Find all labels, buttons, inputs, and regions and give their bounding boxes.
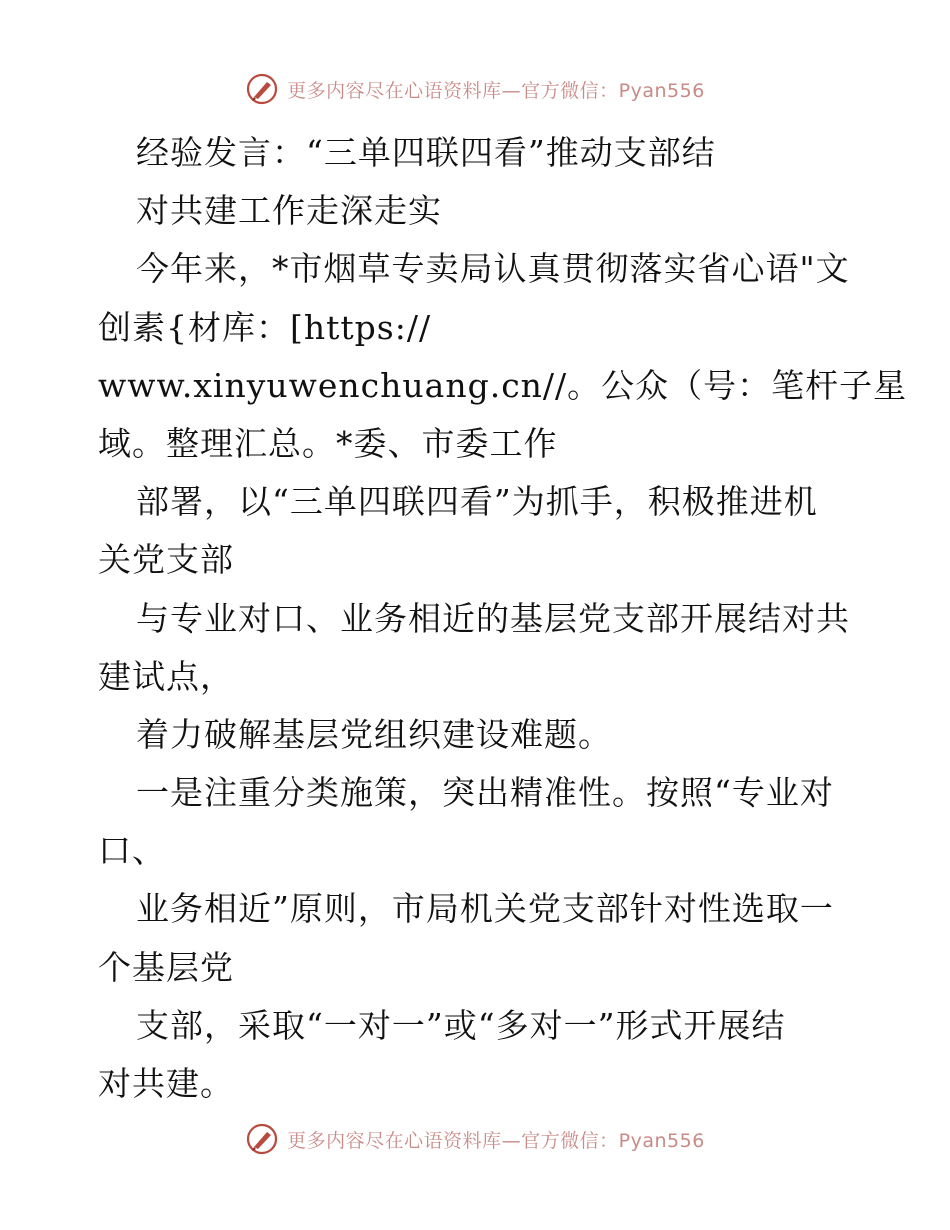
pen-logo-icon <box>245 1122 279 1156</box>
text-line: 对共建工作走深走实 <box>136 191 442 231</box>
text-line: 个基层党 <box>98 947 234 987</box>
text-line: 关党支部 <box>98 540 234 580</box>
text-line: 对共建。 <box>98 1064 234 1103</box>
text-line: 建试点， <box>98 656 234 696</box>
text-line: 支部，采取“一对一”或“多对一”形式开展结 <box>136 1005 786 1045</box>
text-line: 域。整理汇总。*委、市委工作 <box>98 423 558 463</box>
text-line: 一是注重分类施策，突出精准性。按照“专业对 <box>136 773 834 813</box>
text-line: 部署，以“三单四联四看”为抓手，积极推进机 <box>136 482 818 522</box>
header-watermark <box>0 72 950 106</box>
text-line: 口、 <box>98 831 166 871</box>
text-line: 经验发言：“三单四联四看”推动支部结 <box>136 133 716 172</box>
watermark-text: 更多内容尽在心语资料库—官方微信：Pyan556 <box>287 79 705 102</box>
text-line: 着力破解基层党组织建设难题。 <box>136 714 612 754</box>
footer-watermark <box>0 1122 950 1156</box>
text-line: www.xinyuwenchuang.cn//。公众（号：笔杆子星 <box>98 365 908 405</box>
text-line: 创素{材库：[https:// <box>98 307 432 347</box>
text-line: 与专业对口、业务相近的基层党支部开展结对共 <box>136 598 850 638</box>
pen-logo-icon <box>245 72 279 106</box>
watermark-text: 更多内容尽在心语资料库—官方微信：Pyan556 <box>287 1129 705 1152</box>
text-line: 业务相近”原则，市局机关党支部针对性选取一 <box>136 889 834 929</box>
document-body <box>98 124 908 1113</box>
text-line: 今年来，*市烟草专卖局认真贯彻落实省心语"文 <box>136 249 850 289</box>
